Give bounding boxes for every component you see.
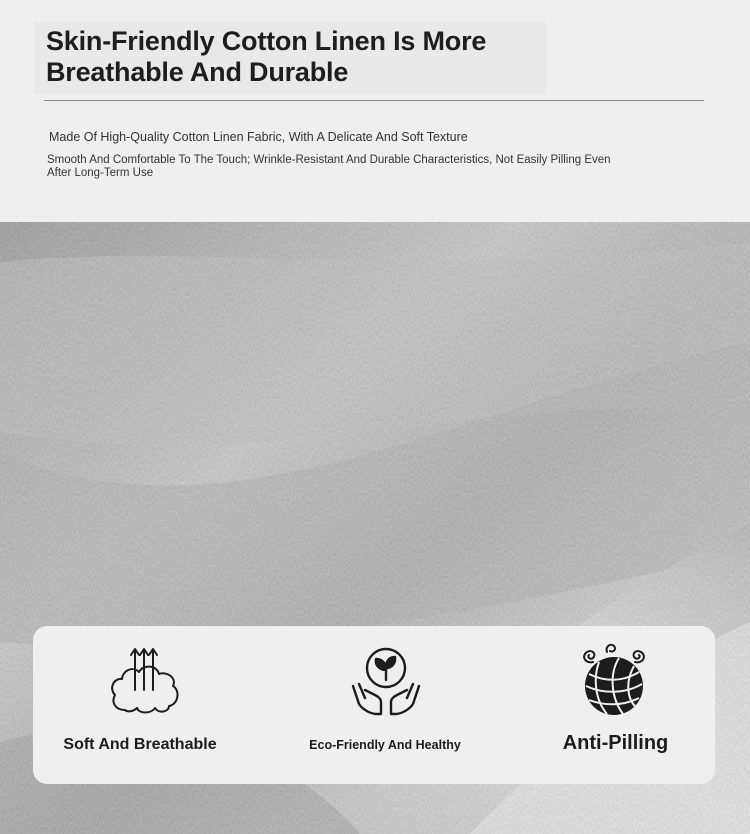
description-line-2: Smooth And Comfortable To The Touch; Wrinkle-Resistant And Durable Characteristics, Not Easily Pilling Even After Long-Term Use [47,154,611,179]
description-line-1: Made Of High-Quality Cotton Linen Fabric, With A Delicate And Soft Texture [49,130,468,144]
page-title: Skin-Friendly Cotton Linen Is More Breathable And Durable [46,26,487,87]
features-card [33,626,715,784]
cloud-airflow-icon [107,644,183,716]
yarn-ball-icon [579,642,649,718]
header-section [0,0,750,222]
feature-label: Soft And Breathable [63,736,217,753]
hands-sprout-icon [349,646,423,718]
feature-label: Anti-Pilling [562,732,669,754]
feature-label: Eco-Friendly And Healthy [309,738,461,752]
divider [44,100,704,101]
